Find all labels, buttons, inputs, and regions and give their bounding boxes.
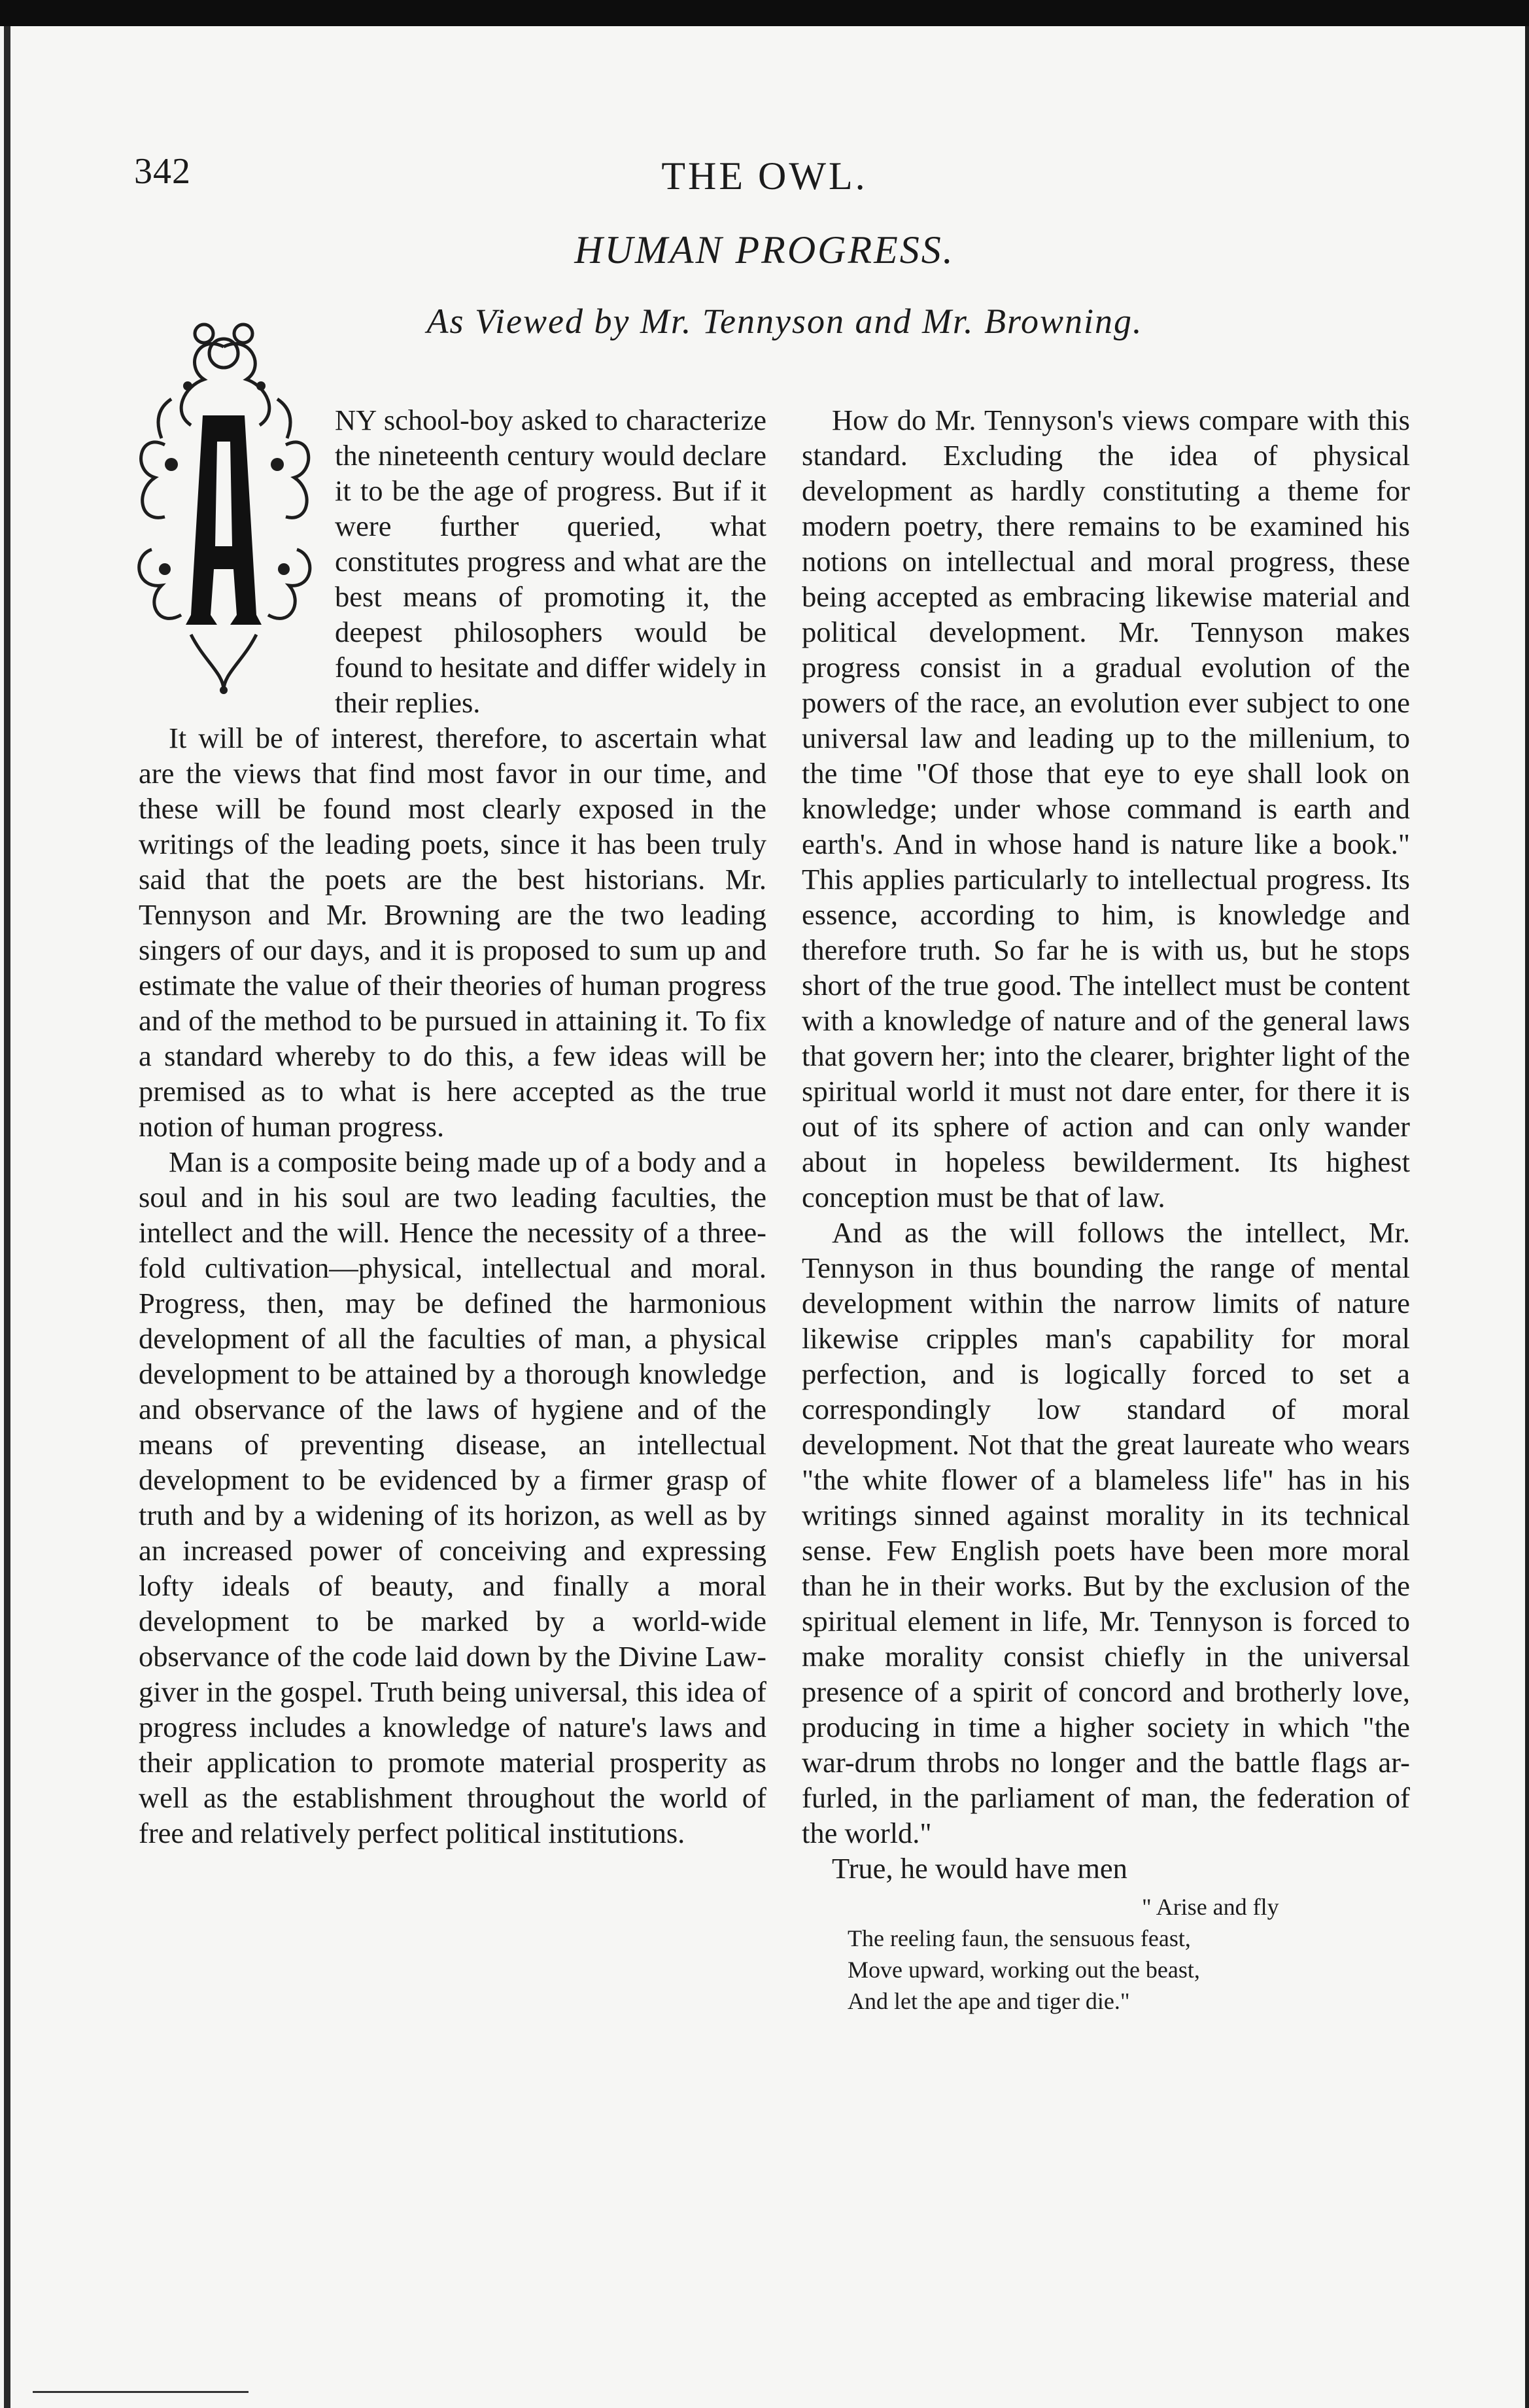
article-subtitle: As Viewed by Mr. Tennyson and Mr. Browning. <box>426 302 1143 341</box>
verse-line: The reeling faun, the sensuous feast, <box>848 1925 1191 1951</box>
ornamental-drop-cap <box>126 307 323 695</box>
verse-line: And let the ape and tiger die." <box>848 1988 1130 2014</box>
drop-cap-ornament-icon <box>126 307 323 695</box>
paragraph: NY school-boy asked to characterize the nineteenth century would declare it to be the age of progress. But if it were further queried, what constitutes progress and what are the best means of promoting it, the deepest philosophers would be found to hesitate and differ widely in their replies. <box>335 404 766 719</box>
paragraph: Man is a composite being made up of a body and a soul and in his soul are two leading faculties, the intellect and the will. Hence the necessity of a three-fold cultivation—physical, intellectual and moral. Progress, then, may be defined the harmonious development of all the faculties of man, a physical development to be attained by a thorough knowledge and observance of the laws of hygiene and of the means of preventing disease, an intellectual development to be evidenced by a firmer grasp of truth and by a widening of its horizon, as well as by an increased power of conceiving and expressing lofty ideals of beauty, and finally a moral development to be marked by a world-wide observance of the code laid down by the Divine Law-giver in the gospel. Truth being universal, this idea of progress includes a knowledge of nature's laws and their application to promote material prosperity as well as the establishment throughout the world of free and relatively perfect political institutions. <box>139 1145 766 1849</box>
running-head: THE OWL. <box>661 154 868 198</box>
left-column <box>139 402 766 1851</box>
right-border <box>1525 26 1529 2408</box>
verse-quotation <box>802 1891 1410 2017</box>
page-number: 342 <box>134 151 191 192</box>
verse-line: Move upward, working out the beast, <box>848 1957 1200 1983</box>
article-title: HUMAN PROGRESS. <box>574 228 955 271</box>
right-column <box>802 402 1410 2017</box>
bottom-rule <box>33 2391 249 2393</box>
verse-line: " Arise and fly <box>1142 1894 1279 1920</box>
paragraph: True, he would have men <box>832 1852 1127 1885</box>
top-border <box>0 0 1529 26</box>
paragraph: It will be of interest, therefore, to ascertain what are the views that find most favor in our time, and these will be found most clearly exposed in the writings of the leading poets, since it has been truly said that the poets are the best historians. Mr. Tennyson and Mr. Browning are the two leading singers of our days, and it is proposed to sum up and estimate the value of their theories of human progress and of the method to be pursued in attaining it. To fix a standard whereby to do this, a few ideas will be premised as to what is here accepted as the true notion of human progress. <box>139 722 766 1143</box>
paragraph: How do Mr. Tennyson's views compare with this standard. Excluding the idea of physical development as hardly constituting a theme for modern poetry, there remains to be examined his notions on intellectual and moral progress, these being accepted as embracing likewise material and political development. Mr. Tennyson makes progress consist in a gradual evolution of the powers of the race, an evolution ever subject to one universal law and leading up to the millenium, to the time "Of those that eye to eye shall look on knowledge; under whose command is earth and earth's. And in whose hand is nature like a book." This applies particularly to intellectual progress. Its essence, according to him, is knowledge and therefore truth. So far he is with us, but he stops short of the true good. The intellect must be content with a knowledge of nature and of the general laws that govern her; into the clearer, brighter light of the spiritual world it must not dare enter, for there it is out of its sphere of action and can only wander about in hopeless bewilderment. Its highest conception must be that of law. <box>802 404 1410 1213</box>
left-border <box>4 26 10 2408</box>
paragraph: And as the will follows the intellect, Mr. Tennyson in thus bounding the range of mental development within the narrow limits of nature likewise cripples man's capability for moral perfection, and is logically forced to set a correspondingly low standard of moral development. Not that the great laureate who wears "the white flower of a blameless life" has in his writings sinned against morality in its technical sense. Few English poets have been more moral than he in their works. But by the exclusion of the spiritual element in life, Mr. Tennyson is forced to make morality consist chiefly in the universal presence of a spirit of concord and brotherly love, producing in time a higher society in which "the war-drum throbs no longer and the battle flags ar- furled, in the parliament of man, the federation of the world." <box>802 1216 1410 1849</box>
